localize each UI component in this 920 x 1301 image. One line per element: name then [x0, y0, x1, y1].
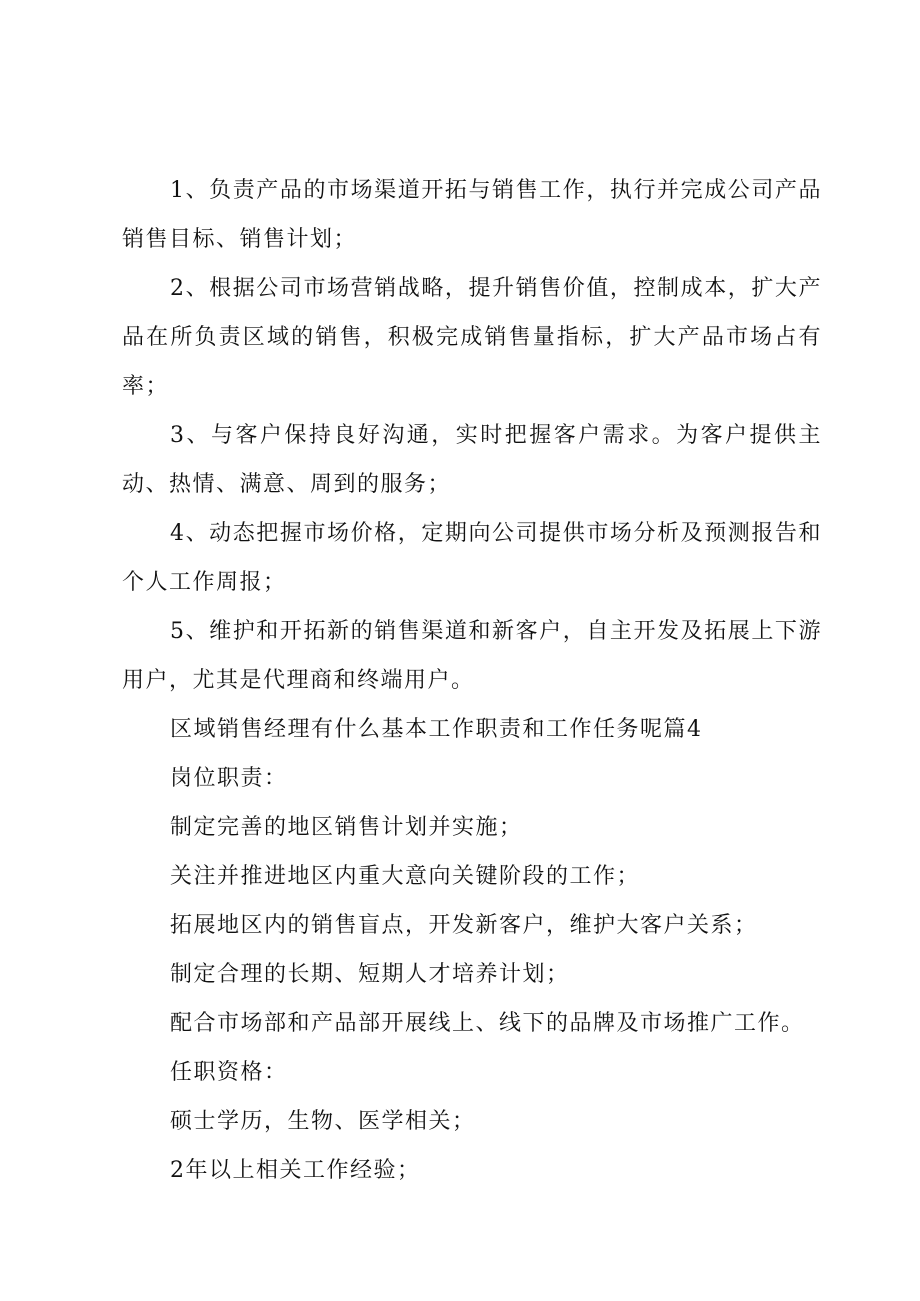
duty-item-3: 拓展地区内的销售盲点，开发新客户，维护大客户关系；: [170, 913, 758, 938]
qualification-item-2: 2年以上相关工作经验；: [170, 1158, 421, 1183]
qualifications-heading: 任职资格：: [170, 1060, 288, 1085]
paragraph-1: 1、负责产品的市场渠道开拓与销售工作，执行并完成公司产品销售目标、销售计划；: [122, 178, 822, 252]
duty-item-4: 制定合理的长期、短期人才培养计划；: [170, 962, 570, 987]
paragraph-3: 3、与客户保持良好沟通，实时把握客户需求。为客户提供主动、热情、满意、周到的服务；: [122, 423, 822, 497]
document-body: [122, 166, 822, 1195]
section-title: 区域销售经理有什么基本工作职责和工作任务呢篇4: [170, 717, 703, 742]
qualification-item-1: 硕士学历，生物、医学相关；: [170, 1109, 476, 1134]
paragraph-4: 4、动态把握市场价格，定期向公司提供市场分析及预测报告和个人工作周报；: [122, 521, 822, 595]
duty-item-5: 配合市场部和产品部开展线上、线下的品牌及市场推广工作。: [170, 1011, 805, 1036]
paragraph-5: 5、维护和开拓新的销售渠道和新客户，自主开发及拓展上下游用户，尤其是代理商和终端用户。: [122, 619, 822, 693]
duty-item-1: 制定完善的地区销售计划并实施；: [170, 815, 523, 840]
duties-heading: 岗位职责：: [170, 766, 288, 791]
paragraph-2: 2、根据公司市场营销战略，提升销售价值，控制成本，扩大产品在所负责区域的销售，积极完成销售量指标，扩大产品市场占有率；: [122, 276, 822, 399]
duty-item-2: 关注并推进地区内重大意向关键阶段的工作；: [170, 864, 641, 889]
